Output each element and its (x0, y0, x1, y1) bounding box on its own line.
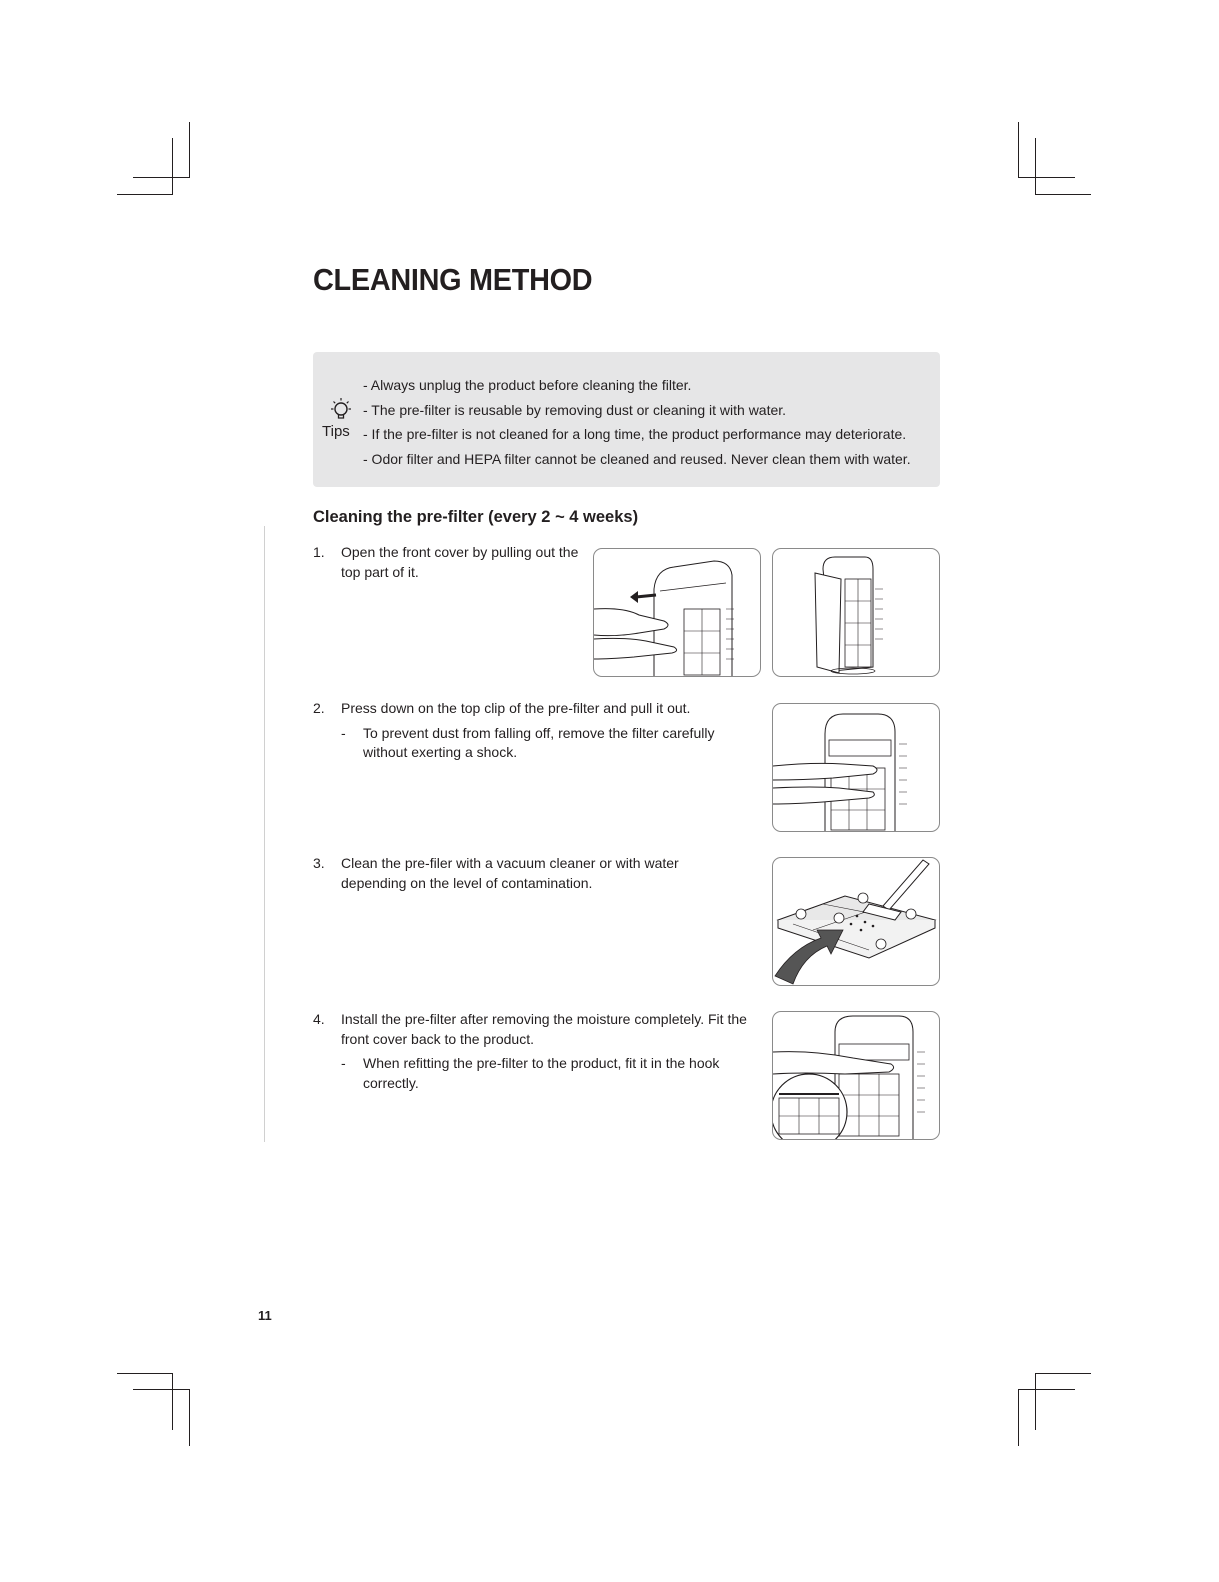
step-note (341, 1054, 738, 1093)
tips-label: Tips (322, 423, 350, 440)
figure-install-pre-filter (772, 1011, 940, 1140)
page-number: 11 (258, 1308, 272, 1323)
step-4 (313, 1010, 758, 1093)
note-text: When refitting the pre-filter to the product, fit it in the hook correctly. (363, 1055, 720, 1091)
step-text: Install the pre-filter after removing the moisture completely. Fit the front cover back to the product. (341, 1011, 747, 1047)
figure-open-front-cover (593, 548, 761, 677)
step-2 (313, 699, 753, 763)
step-number: 4. (313, 1011, 325, 1027)
figure-cover-removed (772, 548, 940, 677)
step-number: 1. (313, 544, 325, 560)
tip-item: - If the pre-filter is not cleaned for a long time, the product performance may deteriorate. (363, 426, 907, 442)
step-text: Open the front cover by pulling out the top part of it. (341, 544, 579, 580)
page-title: CLEANING METHOD (313, 262, 593, 297)
section-heading: Cleaning the pre-filter (every 2 ~ 4 weeks) (313, 508, 639, 526)
step-number: 3. (313, 855, 325, 871)
margin-rule (264, 526, 265, 1142)
tips-box (313, 352, 940, 487)
note-dash: - (341, 724, 346, 741)
tip-item: - Odor filter and HEPA filter cannot be cleaned and reused. Never clean them with water. (363, 450, 911, 467)
step-1 (313, 543, 588, 582)
step-number: 2. (313, 700, 325, 716)
note-text: To prevent dust from falling off, remove the filter carefully without exerting a shock. (363, 724, 715, 760)
step-text: Clean the pre-filer with a vacuum cleaner or with water depending on the level of contamination. (341, 855, 679, 891)
step-note (341, 724, 728, 763)
step-text: Press down on the top clip of the pre-filter and pull it out. (341, 700, 691, 716)
lightbulb-icon (326, 396, 356, 426)
note-dash: - (341, 1055, 346, 1071)
figure-vacuum-pre-filter (772, 857, 940, 986)
tip-item: - The pre-filter is reusable by removing dust or cleaning it with water. (363, 401, 787, 418)
figure-remove-pre-filter (772, 703, 940, 832)
tips-list (363, 373, 911, 471)
step-3 (313, 854, 733, 893)
tip-item: - Always unplug the product before cleaning the filter. (363, 377, 692, 393)
